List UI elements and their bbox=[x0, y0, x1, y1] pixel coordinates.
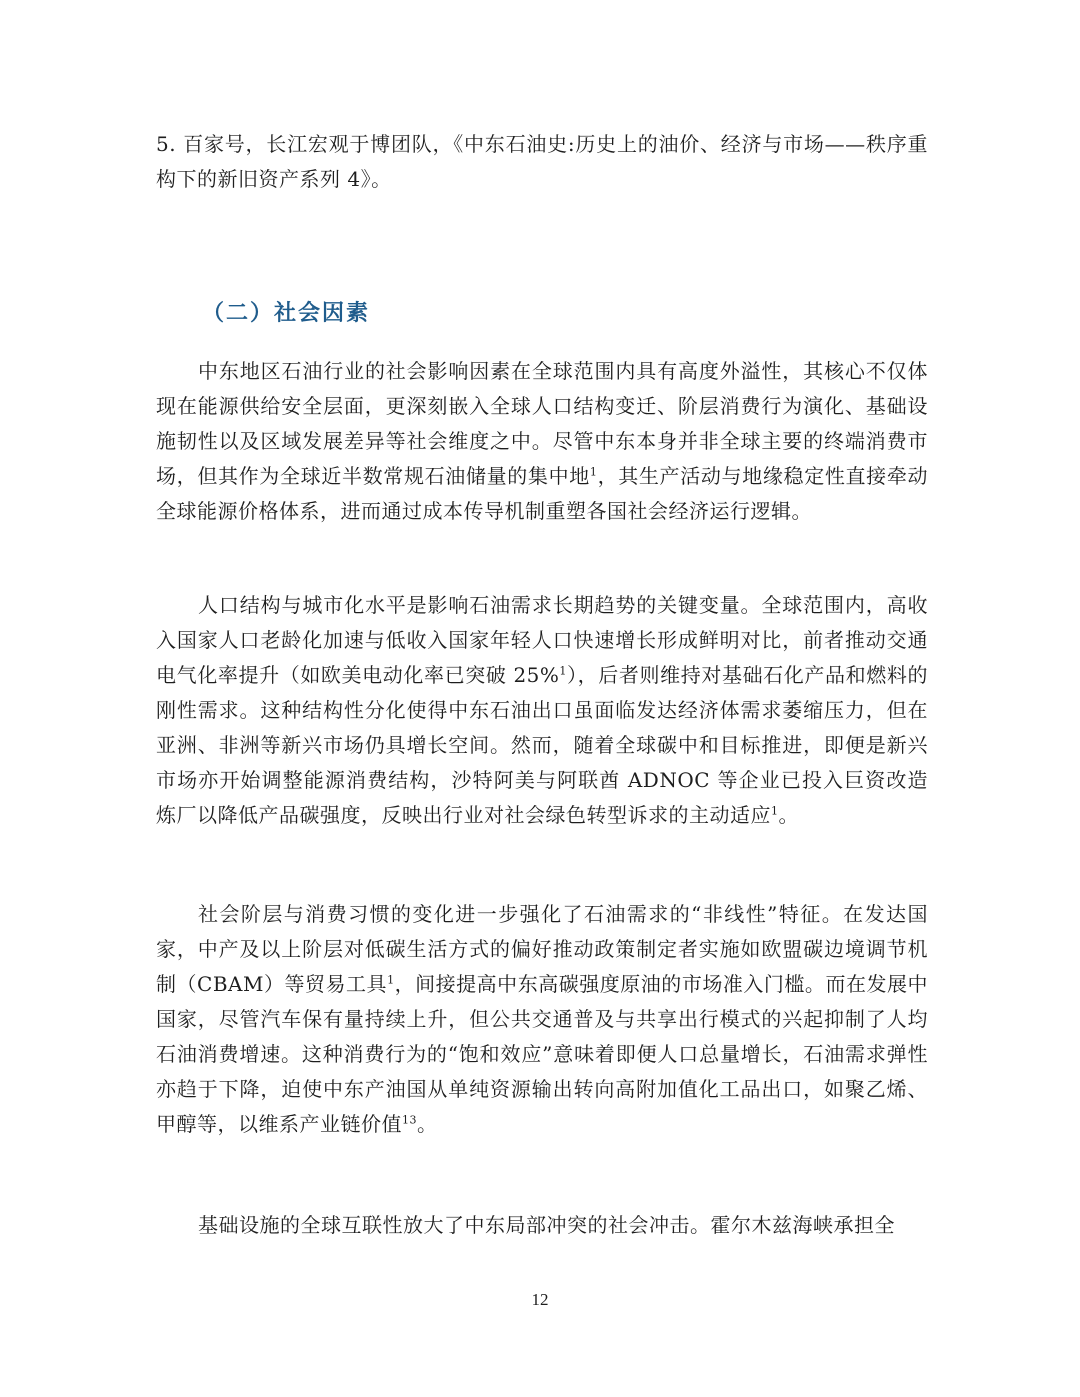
reference-note-5: 5. 百家号，长江宏观于博团队，《中东石油史:历史上的油价、经济与市场——秩序重构下的新旧资产系列 4》。 bbox=[156, 132, 928, 191]
footnote-marker: 1 bbox=[589, 465, 598, 479]
footnote-marker: 1 bbox=[559, 664, 567, 678]
paragraph-consumption-habits bbox=[156, 897, 928, 1142]
paragraph-text: ），后者则维持对基础石化产品和燃料的刚性需求。这种结构性分化使得中东石油出口虽面临发达经济体需求萎缩压力，但在亚洲、非洲等新兴市场仍具增长空间。然而，随着全球碳中和目标推进，即便是新兴市场亦开始调整能源消费结构，沙特阿美与阿联酋 ADNOC 等企业已投入巨资改造炼厂以降低产品碳强度，反映出行业对社会绿色转型诉求的主动适应 bbox=[156, 663, 928, 827]
paragraph-population-overview bbox=[156, 354, 928, 529]
page-number: 12 bbox=[531, 1290, 549, 1309]
footnote-marker: 1 bbox=[387, 973, 395, 987]
paragraph-text: 。 bbox=[417, 1112, 438, 1136]
paragraph-demographics bbox=[156, 588, 928, 833]
paragraph-text: 基础设施的全球互联性放大了中东局部冲突的社会冲击。霍尔木兹海峡承担全 bbox=[198, 1213, 895, 1237]
paragraph-text: 人口结构与城市化水平是影响石油需求长期趋势的关键变量。全球范围内，高收入国家人口老龄化加速与低收入国家年轻人口快速增长形成鲜明对比，前者推动交通电气化率提升（如欧美电动化率已突破 25% bbox=[156, 593, 928, 687]
paragraph-text: 社会阶层与消费习惯的变化进一步强化了石油需求的“非线性”特征。在发达国家，中产及以上阶层对低碳生活方式的偏好推动政策制定者实施如欧盟碳边境调节机制（CBAM）等贸易工具 bbox=[156, 902, 928, 996]
paragraph-infrastructure bbox=[156, 1208, 928, 1243]
section-heading: （二）社会因素 bbox=[202, 301, 371, 326]
paragraph-text: 中东地区石油行业的社会影响因素在全球范围内具有高度外溢性，其核心不仅体现在能源供给安全层面，更深刻嵌入全球人口结构变迁、阶层消费行为演化、基础设施韧性以及区域发展差异等社会维度之中。尽管中东本身并非全球主要的终端消费市场，但其作为全球近半数常规石油储量的集中地 bbox=[156, 359, 928, 488]
paragraph-text: 。 bbox=[778, 803, 799, 827]
footnote-marker: 1 bbox=[771, 804, 779, 818]
footnote-marker: 13 bbox=[402, 1113, 417, 1127]
paragraph-text: ，间接提高中东高碳强度原油的市场准入门槛。而在发展中国家，尽管汽车保有量持续上升，但公共交通普及与共享出行模式的兴起抑制了人均石油消费增速。这种消费行为的“饱和效应”意味着即便人口总量增长，石油需求弹性亦趋于下降，迫使中东产油国从单纯资源输出转向高附加值化工品出口，如聚乙烯、甲醇等，以维系产业链价值 bbox=[156, 972, 929, 1136]
paragraph-text: ，其生产活动与地缘稳定性直接牵动全球能源价格体系，进而通过成本传导机制重塑各国社会经济运行逻辑。 bbox=[156, 464, 929, 523]
